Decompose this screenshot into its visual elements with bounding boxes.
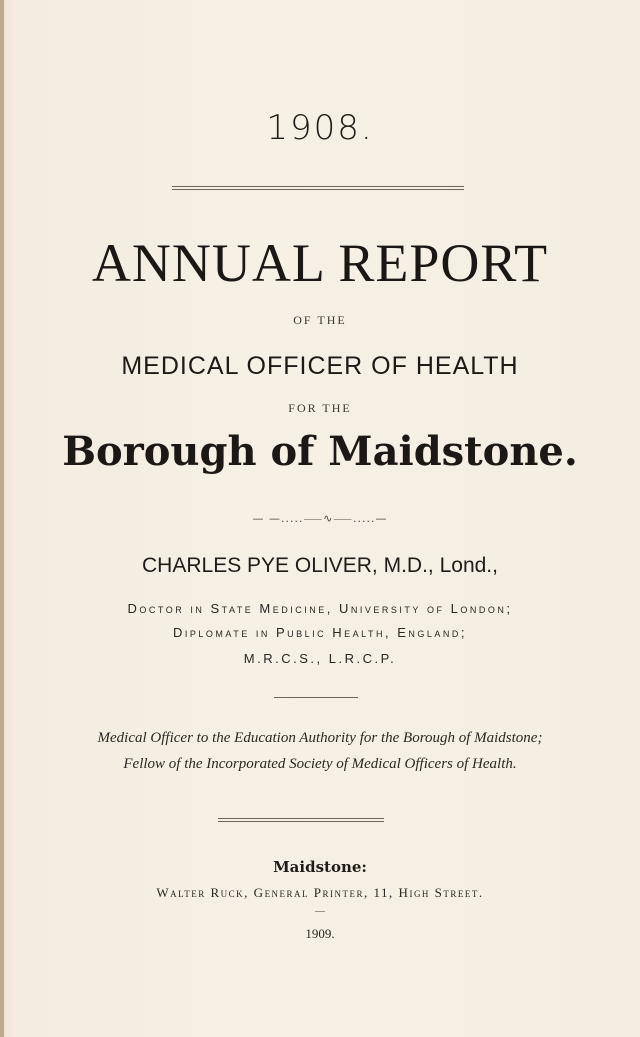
imprint-dash: — — [315, 906, 325, 917]
of-the-line: OF THE — [293, 313, 347, 327]
report-title: ANNUAL REPORT — [91, 233, 549, 293]
appointment-line: Medical Officer to the Education Authority for the Borough of Maidstone; — [97, 730, 543, 746]
middle-divider — [274, 697, 358, 698]
degree-line: Diplomate in Public Health, England; — [173, 625, 467, 640]
degree-line: Doctor in State Medicine, University of London; — [127, 601, 513, 616]
imprint-place: Maidstone: — [273, 858, 367, 876]
degree-line: M.R.C.S., L.R.C.P. — [243, 651, 397, 666]
office-title: MEDICAL OFFICER OF HEALTH — [121, 352, 519, 380]
author-name: CHARLES PYE OLIVER, M.D., Lond., — [142, 554, 498, 577]
for-the-line: FOR THE — [288, 401, 352, 415]
appointment-line: Fellow of the Incorporated Society of Medical Officers of Health. — [123, 756, 517, 772]
report-year: 1908. — [266, 108, 374, 148]
ornament-divider: — —.....⸺∿⸺.....— — [252, 512, 388, 525]
lower-divider — [218, 818, 384, 822]
top-divider — [172, 186, 464, 190]
publication-year: 1909. — [305, 926, 335, 941]
borough-name: Borough of Maidstone. — [62, 428, 578, 475]
imprint-printer: Walter Ruck, General Printer, 11, High Street. — [156, 885, 484, 900]
